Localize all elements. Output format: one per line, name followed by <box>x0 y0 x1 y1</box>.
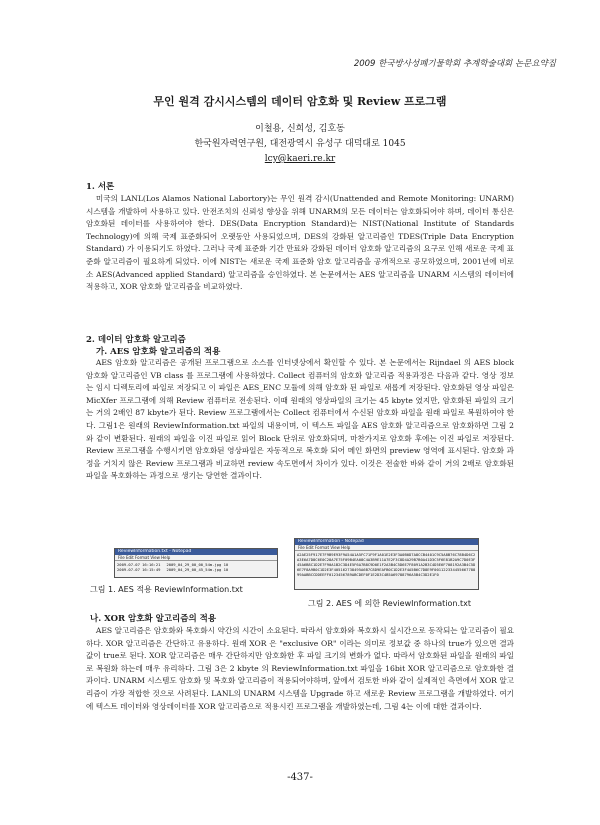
figure-1-screenshot <box>114 548 278 578</box>
figure-2-caption: 그림 2. AES 에 의한 ReviewInformation.txt <box>308 599 471 608</box>
figure-1-titlebar: ReviewInformation.txt - Notepad <box>115 549 277 555</box>
figure-1-line: 2009-07-07 16:15:49 <box>117 567 161 572</box>
figure-1-line: 2009_04_29_00_00_54m.jpg 10 <box>166 562 229 567</box>
section-2a-paragraph: AES 암호화 알고리즘은 공개된 프로그램으로 소스를 인터넷상에서 확인할 수 있다. 본 논문에서는 Rijndael 의 AES block 암호화 알고리즘인 VB class 를 프로그램에 사용하였다. Collect 컴퓨터의 암호화 알고리즘 적용과정은 다음과 같다. 영상 정보는 임시 디렉토리에 파일로 저장되고 이 파일은 AES_ENC 모듈에 의해 암호화 된 파일로 새롭게 저장된다. 암호화된 영상 파일은 MicXfer 프로그램에 의해 Review 컴퓨터로 전송된다. 이때 원래의 영상파일의 크기는 45 kbyte 였지만, 암호화된 파일의 크기는 거의 2배인 87 kbyte가 된다. Review 프로그램에서는 Collect 컴퓨터에서 수신된 암호화 파일을 원래 파일로 복원하여야 한다. 그림1은 원래의 ReviewInformation.txt 파일의 내용이며, 이 텍스트 파일을 AES 암호화 알고리즘으로 암호화하면 그림 2와 같이 변환된다. 원래의 파일을 이진 파일로 읽어 Block 단위로 암호화되며, 마찬가지로 암호화 후에는 이진 파일로 저장된다. Review 프로그램을 수행시키면 암호화된 영상파일은 자동적으로 복호화 되어 메인 화면의 preview 영역에 표시된다. 암호화 과정을 거치지 않은 Review 프로그램과 비교하면 review 속도면에서 차이가 있다. 이것은 전술한 바와 같이 거의 2배로 암호화된 파일을 복호화하는 과정으로 생기는 당연한 결과이다. <box>86 358 514 481</box>
figure-1-line: 2009_04_29_00_45_54m.jpg 10 <box>166 567 229 572</box>
author-email[interactable]: lcy@kaeri.re.kr <box>264 154 336 164</box>
figure-1-text <box>115 561 277 573</box>
author-block <box>0 122 600 167</box>
figure-2-titlebar: ReviewInformation - Notepad <box>295 539 478 545</box>
section-2a-heading: 가. AES 암호화 알고리즘의 적용 <box>96 347 221 357</box>
page-number: -437- <box>287 772 313 783</box>
conference-header: 2009 한국방사성폐기물학회 추계학술대회 논문요약집 <box>353 59 556 69</box>
section-2b-paragraph: AES 알고리즘은 암호화와 복호화시 약간의 시간이 소요된다. 따라서 암호화와 복호화시 실시간으로 동작되는 알고리즘이 필요하다. XOR 알고리즘은 간단하고 유용하다. 원래 XOR 은 "exclusive OR" 이라는 의미로 정보값 중 하나의 true가 있으면 결과값이 true로 된다. XOR 알고리즘은 매우 간단하지만 암호화한 후 파일 크기의 변화가 없다. 따라서 암호화된 파일을 원래의 파일로 복원화 하는데 매우 유리하다. 그림 3은 2 kbyte 의 ReviewInformation.txt 파일을 16bit XOR 알고리즘으로 암호화한 결과이다. UNARM 시스템도 암호화 및 복호화 알고리즘이 적용되어야하며, 앞에서 검토한 바와 같이 실제적인 측면에서 XOR 알고리즘이 가장 적합한 것으로 사려된다. LANL의 UNARM 시스템을 Upgrade 하고 새로운 Review 프로그램을 개발하였다. 여기에 텍스트 데이터와 영상데이터를 XOR 알고리즘으로 적용시킨 프로그램을 개발하였는데, 그림 4는 이에 대한 결과이다. <box>86 626 514 711</box>
figure-2-ciphertext: A2AE25F917E7F9B9E93F9A54A1A5FC71F9F1A01E2E3F3A0B0D7A8CCB4401C9C5A8B76C78B4D6C2A3E6A7D8C6E0C28A7E75F09B4EA08C4A3B9E11A7E2F3C8D4A29B7B0A41D3C5F6E81B2A9C7D0E3F45A6B8C1D2E7F90A1B2C3D4E5F6A7B8C9D0E1F2A3B4C5D6E7F8091A2B3C4D5E6F708192A3B4C5D6E7F8A9B0C1D2E3F405162738495A6B7C8D9EAFB0C1D2E3F4A5B6C7D8E9F00112233445566778899AABBCCDDEEFF0123456789ABCDEF0F1E2D3C4B5A69788796A5B4C3D2E1F0 <box>297 552 476 577</box>
figure-2-screenshot <box>294 538 479 590</box>
paper-title: 무인 원격 감시시스템의 데이터 암호화 및 Review 프로그램 <box>153 95 447 108</box>
figure-1-caption: 그림 1. AES 적용 ReviewInformation.txt <box>90 585 243 594</box>
figure-1-line: 2009-07-07 16:16:21 <box>117 562 161 567</box>
author-affiliation: 한국원자력연구원, 대전광역시 유성구 대덕대로 1045 <box>194 139 406 149</box>
section-2b-heading: 나. XOR 암호화 알고리즘의 적용 <box>90 614 217 624</box>
section-2-heading: 2. 데이터 암호화 알고리즘 <box>86 335 186 345</box>
author-names: 이철용, 신희성, 김호동 <box>255 124 345 134</box>
section-1-heading: 1. 서론 <box>86 182 115 192</box>
section-1-paragraph: 미국의 LANL(Los Alamos National Labortory)는 무인 원격 감시(Unattended and Remote Monitoring: UNARM) 시스템을 개발하여 사용하고 있다. 안전조치의 신뢰성 향상을 위해 UNARM의 모든 데이터는 암호화되어야 하며, 데이터 통신은 암호화된 데이터를 사용하여야 한다. DES(Data Encryption Standard)는 NIST(National Institute of Standards Technology)에 의해 국제 표준화되어 오랫동안 사용되었으며, DES의 강화된 알고리즘인 TDES(Triple Data Encryption Standard) 가 이용되기도 하였다. 그러나 국제 표준화 기간 만료와 강화된 데이터 암호화 알고리즘의 요구로 인해 새로운 국제 표준화 알고리즘이 필요하게 되었다. 이에 NIST는 새로운 국제 표준화 암호 알고리즘을 공개적으로 공모하였으며, 2001년에 비로소 AES(Advanced applied Standard) 알고리즘을 승인하였다. 본 논문에서는 AES 알고리즘을 UNARM 시스템의 데이터에 적용하고, XOR 암호화 알고리즘을 비교하였다. <box>86 194 514 292</box>
figure-2-menubar: File Edit Format View Help <box>295 545 478 551</box>
figure-1-menubar: File Edit Format View Help <box>115 555 277 561</box>
